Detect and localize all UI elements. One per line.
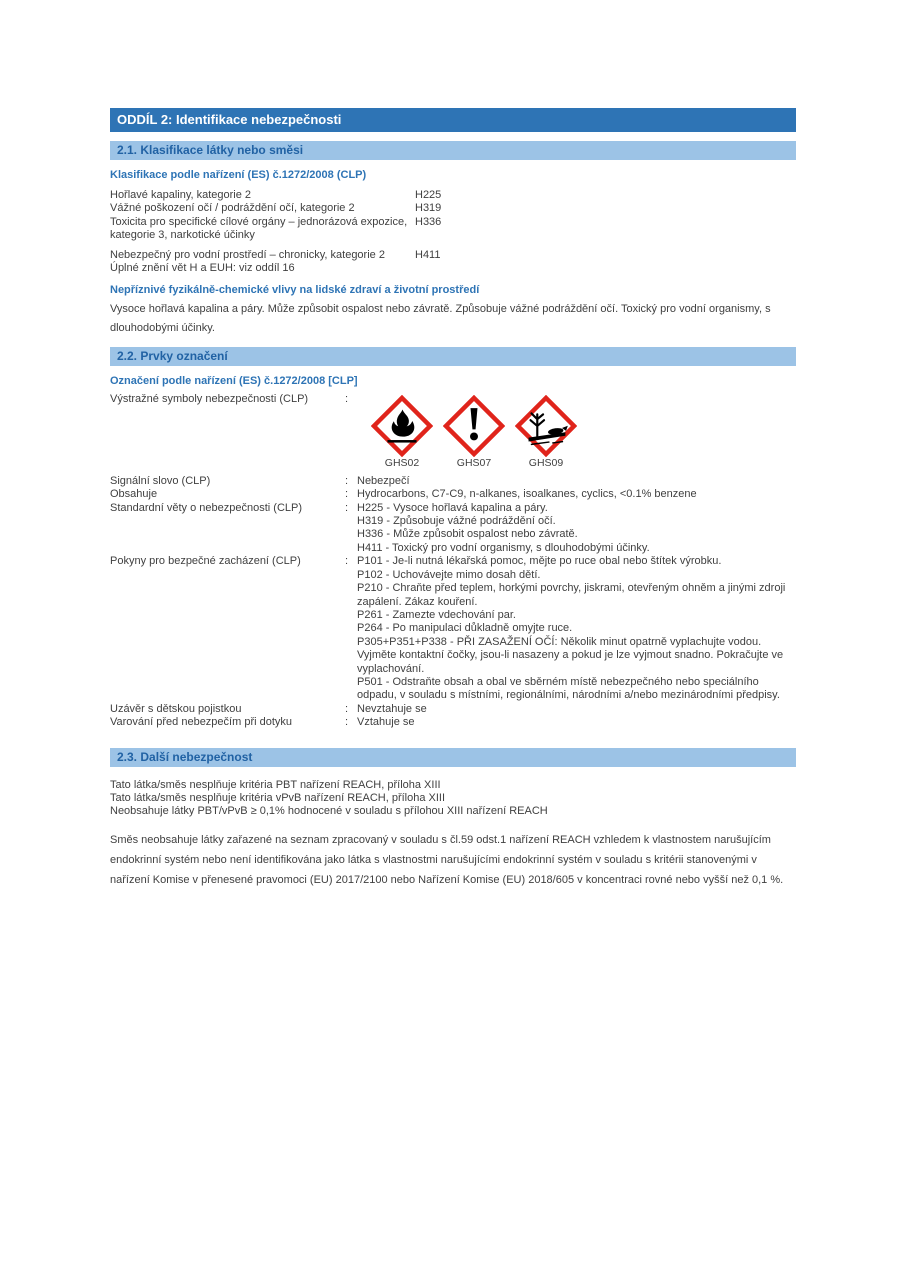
colon-separator: :: [345, 716, 349, 729]
colon-separator: :: [345, 474, 349, 487]
clp-classification-heading: Klasifikace podle nařízení (ES) č.1272/2008 (CLP): [110, 169, 367, 181]
ghs-pictogram: [370, 395, 434, 470]
adverse-effects-text: Vysoce hořlavá kapalina a páry. Může způsobit ospalost nebo závratě. Způsobuje vážné podráždění očí. Toxický pro vodní organismy, s dlouhodobými účinky.: [110, 303, 771, 335]
pbt-vpvb-statements: [110, 779, 796, 819]
colon-separator: :: [345, 393, 349, 406]
environment-icon: [515, 395, 577, 457]
child-closure-label: Uzávěr s dětskou pojistkou: [110, 702, 242, 715]
hazard-code: H319: [415, 202, 442, 215]
hazard-class-name: Vážné poškození očí / podráždění očí, kategorie 2: [110, 202, 355, 215]
hazard-statements-list: [357, 502, 796, 556]
adverse-effects-heading: Nepříznivé fyzikálně-chemické vlivy na lidské zdraví a životní prostředí: [110, 284, 480, 297]
pbt-vpvb-content-statement: Neobsahuje látky PBT/vPvB ≥ 0,1% hodnocené v souladu s přílohou XIII nařízení REACH: [110, 805, 548, 818]
hazard-code: H336: [415, 215, 442, 228]
precautionary-statement: P210 - Chraňte před teplem, horkými povrchy, jiskrami, otevřeným ohněm a jinými zdroji zapálení. Zákaz kouření.: [357, 582, 786, 608]
hazard-statements-label: Standardní věty o nebezpečnosti (CLP): [110, 501, 303, 514]
classification-row: [110, 189, 796, 202]
subsection-2-1-header-bar: [110, 141, 796, 160]
classification-table: [110, 189, 796, 275]
pbt-statement: Tato látka/směs nesplňuje kritéria PBT nařízení REACH, příloha XIII: [110, 778, 441, 791]
colon-separator: :: [345, 555, 349, 568]
hazard-statement: H319 - Způsobuje vážné podráždění očí.: [357, 515, 556, 528]
child-closure-value: Nevztahuje se: [357, 702, 427, 715]
pictogram-code: GHS02: [384, 457, 420, 470]
sds-section-2-content: [110, 108, 796, 890]
precautionary-statement: P501 - Odstraňte obsah a obal ve sběrném místě nebezpečného nebo speciálního odpadu, v souladu s místními, regionálními, národními a/nebo mezinárodními předpisy.: [357, 675, 780, 702]
subsection-2-2-header-bar: [110, 347, 796, 366]
ghs-pictogram: [514, 395, 578, 470]
hazard-class-name: Hořlavé kapaliny, kategorie 2: [110, 189, 252, 201]
precautionary-statement: P305+P351+P338 - PŘI ZASAŽENÍ OČÍ: Několik minut opatrně vyplachujte vodou. Vyjměte kontaktní čočky, jsou-li nasazeny a pokud je lze vyjmout snadno. Pokračujte ve vyplachování.: [357, 635, 784, 675]
classification-row: [110, 249, 796, 262]
colon-separator: :: [345, 488, 349, 501]
hazard-class-name: Nebezpečný pro vodní prostředí – chronicky, kategorie 2: [110, 248, 385, 261]
hazard-class-name: Toxicita pro specifické cílové orgány – jednorázová expozice, kategorie 3, narkotické účinky: [110, 215, 408, 242]
colon-separator: :: [345, 501, 349, 514]
colon-separator: :: [345, 702, 349, 715]
exclamation-mark-icon: [443, 395, 505, 457]
subsection-2-2-title: 2.2. Prvky označení: [117, 349, 228, 364]
precautionary-statement: P264 - Po manipulaci důkladně omyjte ruce.: [357, 622, 573, 635]
subsection-2-3-title: 2.3. Další nebezpečnost: [117, 749, 253, 764]
precautionary-statement: P261 - Zamezte vdechování par.: [357, 608, 516, 621]
hazard-code: H225: [415, 189, 442, 201]
hazard-statement: H411 - Toxický pro vodní organismy, s dlouhodobými účinky.: [357, 541, 650, 554]
subsection-2-3-header-bar: [110, 748, 796, 767]
tactile-warning-label: Varování před nebezpečím při dotyku: [110, 716, 293, 729]
subsection-2-1-title: 2.1. Klasifikace látky nebo směsi: [117, 143, 304, 157]
full-wording-note: Úplné znění vět H a EUH: viz oddíl 16: [110, 262, 295, 275]
classification-row: [110, 216, 796, 243]
section-2-title: ODDÍL 2: Identifikace nebezpečnosti: [117, 112, 342, 127]
precautionary-statements-row: [110, 555, 796, 702]
flame-icon: [371, 395, 433, 457]
contains-value: Hydrocarbons, C7-C9, n-alkanes, isoalkanes, cyclics, <0.1% benzene: [357, 488, 697, 501]
hazard-statement: H336 - Může způsobit ospalost nebo závratě.: [357, 528, 578, 541]
hazard-code: H411: [415, 248, 441, 261]
signal-word-value: Nebezpečí: [357, 474, 410, 487]
pictogram-code: GHS09: [528, 457, 564, 470]
vpvb-statement: Tato látka/směs nesplňuje kritéria vPvB nařízení REACH, příloha XIII: [110, 791, 446, 804]
signal-word-row: [110, 475, 796, 488]
precautionary-statements-label: Pokyny pro bezpečné zacházení (CLP): [110, 555, 301, 568]
ghs-pictogram-strip: [357, 393, 796, 474]
contains-label: Obsahuje: [110, 488, 158, 501]
pictogram-code: GHS07: [456, 457, 492, 470]
tactile-warning-row: [110, 716, 796, 729]
ghs-pictogram: [442, 395, 506, 470]
contains-row: [110, 488, 796, 501]
hazard-statements-row: [110, 502, 796, 556]
hazard-statement: H225 - Vysoce hořlavá kapalina a páry.: [357, 501, 548, 514]
precautionary-statement: P102 - Uchovávejte mimo dosah dětí.: [357, 568, 541, 581]
child-closure-row: [110, 703, 796, 716]
labelling-rows: [110, 393, 796, 729]
precautionary-statement: P101 - Je-li nutná lékařská pomoc, mějte po ruce obal nebo štítek výrobku.: [357, 555, 722, 568]
signal-word-label: Signální slovo (CLP): [110, 474, 211, 487]
clp-labelling-heading: Označení podle nařízení (ES) č.1272/2008 [CLP]: [110, 375, 358, 388]
pictograms-row: [110, 393, 796, 474]
endocrine-disruptor-paragraph: Směs neobsahuje látky zařazené na seznam zpracovaný v souladu s čl.59 odst.1 nařízení REACH vzhledem k vlastnostem narušujícím endokrinní systém nebo není identifikována jako látka s vlastnostmi narušujícími endokrinní systém v souladu s kritérii stanovenými v nařízení Komise v přenesené pravomoci (EU) 2017/2100 nebo Nařízení Komise (EU) 2018/605 v koncentraci rovné nebo vyšší než 0,1 %.: [110, 833, 784, 886]
precautionary-statements-list: [357, 555, 796, 702]
section-2-header-bar: [110, 108, 796, 132]
classification-row: [110, 202, 796, 215]
tactile-warning-value: Vztahuje se: [357, 716, 415, 729]
pictograms-label: Výstražné symboly nebezpečnosti (CLP): [110, 393, 309, 406]
